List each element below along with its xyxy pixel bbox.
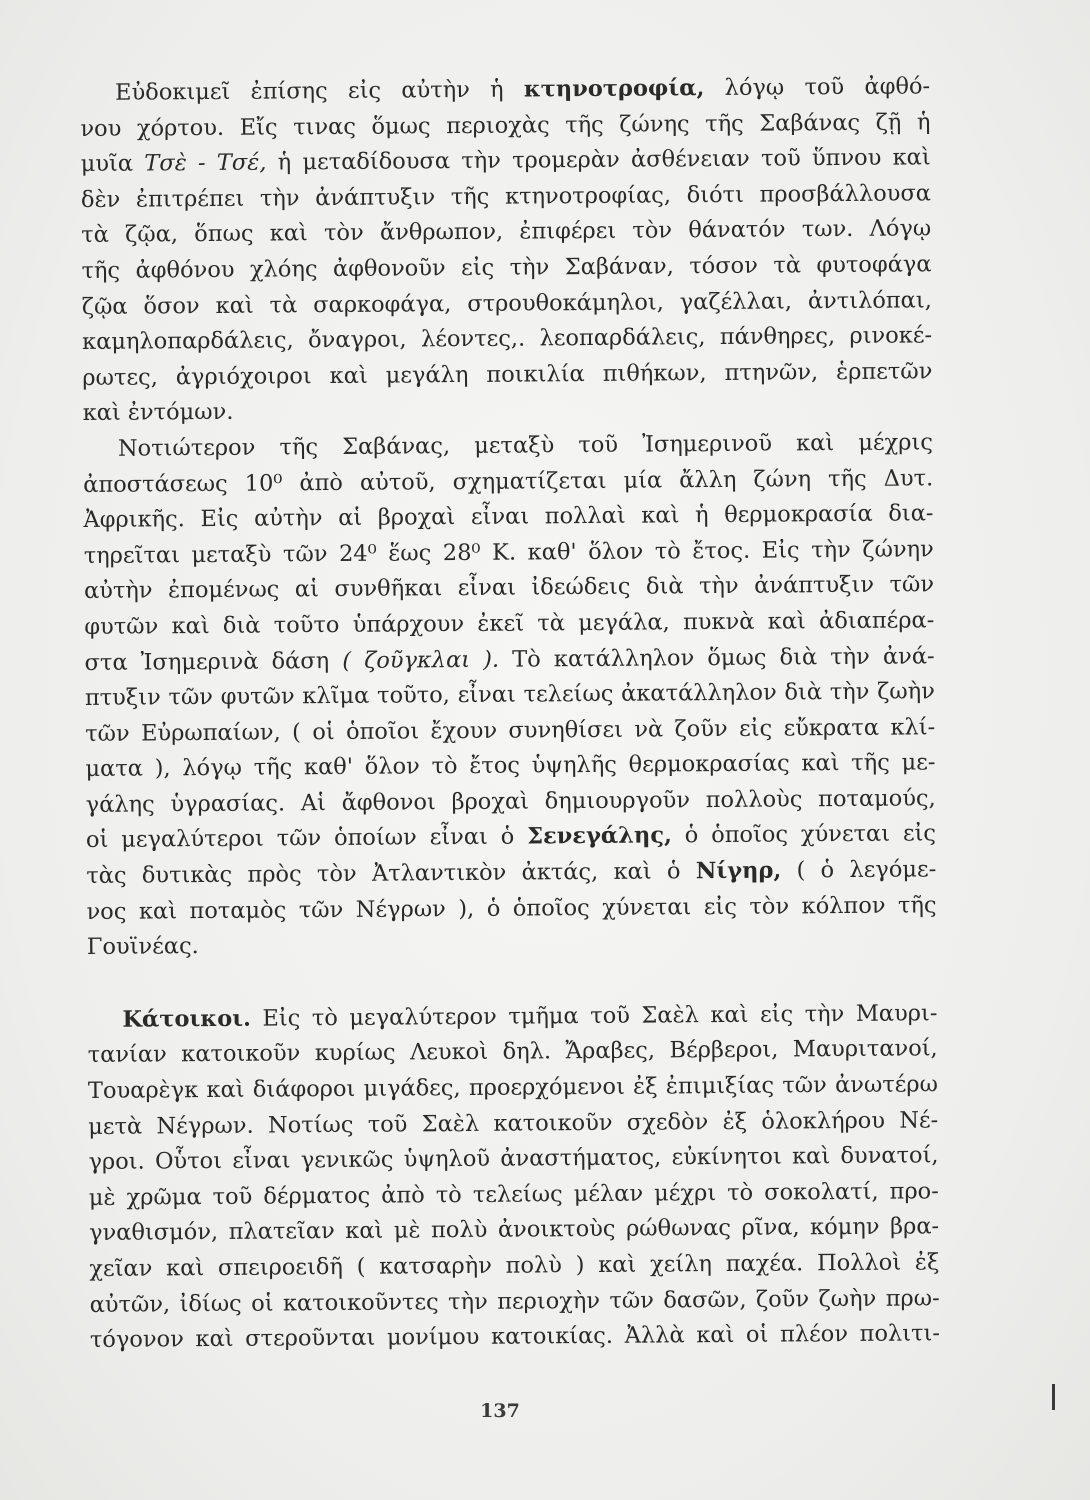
text-run: μετὰ Νέγρων. Νοτίως τοῦ Σαὲλ κατοικοῦν σχεδὸν ἐξ ὁλοκλήρου Νέ- xyxy=(88,1106,939,1140)
text-run: Γουϊνέας. xyxy=(86,933,199,961)
bold-term: κτηνοτροφία, xyxy=(523,75,705,103)
text-run: αὐτὴν ἐπομένως αἱ συνθῆκαι εἶναι ἰδεώδεις διὰ τὴν ἀνάπτυξιν τῶν xyxy=(83,571,935,605)
text-run: ἀποστάσεως 10⁰ ἀπὸ αὐτοῦ, σχηματίζεται μία ἄλλη ζώνη τῆς Δυτ. xyxy=(83,464,934,498)
text-run: Τουαρὲγκ καὶ διάφοροι μιγάδες, προερχόμενοι ἐξ ἐπιμιξίας τῶν ἀνωτέρω xyxy=(87,1071,939,1104)
text-run: γναθισμόν, πλατεῖαν καὶ μὲ πολὺ ἀνοικτοὺς ρώθωνας ρῖνα, κόμην βρα- xyxy=(88,1213,940,1247)
text-run: δὲν ἐπιτρέπει τὴν ἀνάπτυξιν τῆς κτηνοτροφίας, διότι προσβάλλουσα xyxy=(80,180,932,213)
text-line xyxy=(83,425,933,467)
italic-term: Τσὲ - Τσέ, xyxy=(144,149,267,177)
text-run: νος καὶ ποταμὸς τῶν Νέγρων ), ὁ ὁποῖος χύνεται εἰς τὸν κόλπον τῆς xyxy=(86,891,937,925)
margin-mark xyxy=(1052,1384,1055,1410)
text-run: καὶ ἐντόμων. xyxy=(82,399,234,427)
text-run: ζῷα ὅσον καὶ τὰ σαρκοφάγα, στρουθοκάμηλοι, γαζέλλαι, ἀντιλόπαι, xyxy=(81,286,932,320)
text-run: ὁ ὁποῖος χύνεται εἰς xyxy=(671,820,937,849)
text-run: Ἀφρικῆς. Εἰς αὐτὴν αἱ βροχαὶ εἶναι πολλαὶ καὶ ἡ θερμοκρασία δια- xyxy=(83,500,934,534)
text-run: αὐτῶν, ἰδίως οἱ κατοικοῦντες τὴν περιοχὴν τῶν δασῶν, ζοῦν ζωὴν πρω- xyxy=(89,1284,940,1318)
text-run: γροι. Οὗτοι εἶναι γενικῶς ὑψηλοῦ ἀναστήματος, εὐκίνητοι καὶ δυνατοί, xyxy=(88,1142,939,1176)
text-run: τανίαν κατοικοῦν κυρίως Λευκοὶ δηλ. Ἄραβες, Βέρβεροι, Μαυριτανοί, xyxy=(87,1035,938,1069)
text-run: ρωτες, ἀγριόχοιροι καὶ μεγάλη ποικιλία πιθήκων, πτηνῶν, ἑρπετῶν xyxy=(82,358,933,391)
text-run: τὰς δυτικὰς πρὸς τὸν Ἀτλαντικὸν ἀκτάς, καὶ ὁ xyxy=(86,858,696,890)
text-run: Εὐδοκιμεῖ ἐπίσης εἰς αὐτὴν ἡ xyxy=(115,76,524,106)
text-line xyxy=(82,354,932,396)
text-line xyxy=(90,1316,940,1358)
text-run: τόγονον καὶ στεροῦνται μονίμου κατοικίας. Ἀλλὰ καὶ οἱ πλέον πολιτι- xyxy=(89,1320,941,1354)
paragraph xyxy=(80,69,933,432)
bold-term: Σενεγάλης, xyxy=(527,822,672,850)
text-run: Νοτιώτερον τῆς Σαβάνας, μεταξὺ τοῦ Ἰσημερινοῦ καὶ μέχρις xyxy=(117,429,934,462)
text-run: τῆς ἀφθόνου χλόης ἀφθονοῦν εἰς τὴν Σαβάναν, τόσον τὰ φυτοφάγα xyxy=(81,251,932,284)
text-run: χεῖαν καὶ σπειροειδῆ ( κατσαρὴν πολὺ ) καὶ χείλη παχέα. Πολλοὶ ἐξ xyxy=(89,1249,940,1282)
text-line xyxy=(88,1067,938,1109)
body-text xyxy=(80,69,940,1358)
text-run: λόγῳ τοῦ ἀφθό- xyxy=(704,73,931,102)
bold-term: Νίγηρ, xyxy=(695,857,782,885)
text-run: ( ὁ λεγόμε- xyxy=(781,856,937,884)
text-run: τηρεῖται μεταξὺ τῶν 24⁰ ἕως 28⁰ Κ. καθ' ὅλον τὸ ἔτος. Εἰς τὴν ζώνην xyxy=(83,536,934,569)
text-run: στα Ἰσημερινὰ δάση xyxy=(84,647,343,676)
text-run: φυτῶν καὶ διὰ τοῦτο ὑπάρχουν ἐκεῖ τὰ μεγάλα, πυκνὰ καὶ ἀδιαπέρα- xyxy=(84,607,935,640)
text-run: πτυξιν τῶν φυτῶν κλῖμα τοῦτο, εἶναι τελείως ἀκατάλληλον διὰ τὴν ζωὴν xyxy=(84,678,935,712)
text-line xyxy=(81,247,931,289)
text-run: τῶν Εὐρωπαίων, ( οἱ ὁποῖοι ἔχουν συνηθίσει νὰ ζοῦν εἰς εὔκρατα κλί- xyxy=(85,713,936,747)
bold-term: Κάτοικοι. xyxy=(122,1005,252,1033)
text-line xyxy=(86,888,936,930)
text-line xyxy=(89,1245,939,1287)
text-run: Τὸ κατάλληλον ὅμως διὰ τὴν ἀνά- xyxy=(498,642,935,673)
page-number: 137 xyxy=(480,1400,520,1422)
text-run: οἱ μεγαλύτεροι τῶν ὁποίων εἶναι ὁ xyxy=(85,823,528,854)
text-run: τὰ ζῷα, ὅπως καὶ τὸν ἄνθρωπον, ἐπιφέρει τὸν θάνατόν των. Λόγῳ xyxy=(81,215,932,249)
text-run: καμηλοπαρδάλεις, ὄναγροι, λέοντες,. λεοπαρδάλεις, πάνθηρες, ρινοκέ- xyxy=(81,322,933,356)
text-run: νου χόρτου. Εἴς τινας ὅμως περιοχὰς τῆς ζώνης τῆς Σαβάνας ζῇ ἡ xyxy=(80,108,931,142)
paragraph xyxy=(83,425,937,966)
italic-term: ( ζοῦγκλαι ). xyxy=(342,646,500,674)
paragraph xyxy=(87,996,940,1359)
text-run: γάλης ὑγρασίας. Αἱ ἄφθονοι βροχαὶ δημιουργοῦν πολλοὺς ποταμούς, xyxy=(85,785,936,818)
text-run: μὲ χρῶμα τοῦ δέρματος ἀπὸ τὸ τελείως μέλαν μέχρι τὸ σοκολατί, προ- xyxy=(88,1178,939,1211)
text-line xyxy=(80,69,930,111)
text-run: Εἰς τὸ μεγαλύτερον τμῆμα τοῦ Σαὲλ καὶ εἰς τὴν Μαυρι- xyxy=(250,1000,938,1032)
text-run: μυῖα xyxy=(80,150,145,178)
text-run: ἡ μεταδίδουσα τὴν τρομερὰν ἀσθένειαν τοῦ ὕπνου καὶ xyxy=(266,144,931,176)
text-line xyxy=(84,603,934,645)
text-run: ματα ), λόγῳ τῆς καθ' ὅλον τὸ ἔτος ὑψηλῆς θερμοκρασίας καὶ τῆς με- xyxy=(85,749,936,783)
